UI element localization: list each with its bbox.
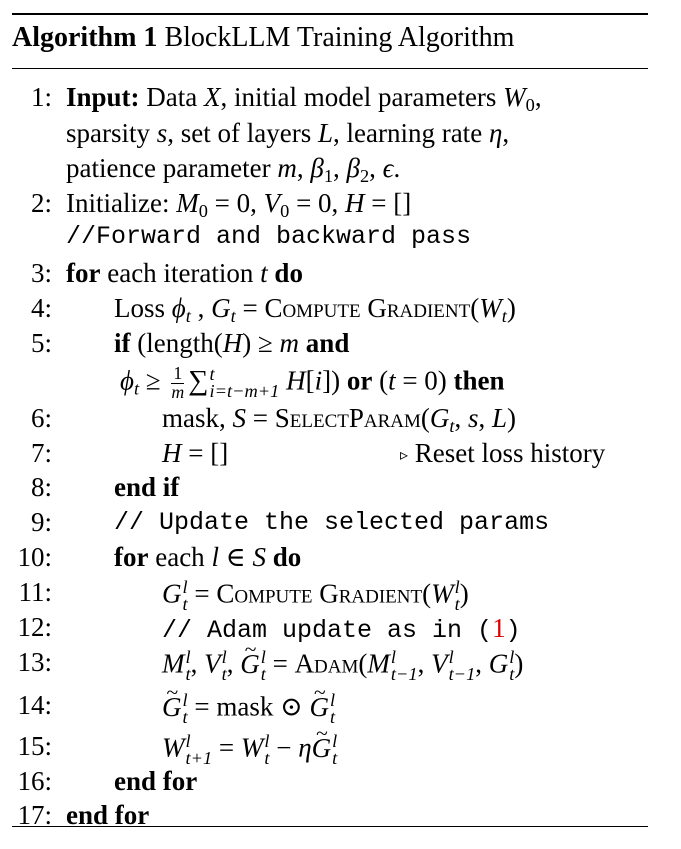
line-number: 12 : [12,612,52,643]
line-16: end for [114,766,198,796]
line-2: Initialize: $M_0 = 0$, $V_0 = 0$, H = [] [66,188,412,222]
caption-label: Algorithm 1 [12,22,158,53]
line-number: 8 : [12,472,52,503]
line-4: Loss $\phi_t$ , $G_t$ = Compute $Gradient(W_t)$ [114,293,516,327]
comment-forward-backward: //Forward and backward pass [66,222,472,251]
line-number: 4 : [12,293,52,324]
line-number: 15 : [12,731,52,762]
line-number: 11 : [12,577,52,608]
line-number: 2 : [12,188,52,219]
line-1-cont-1: sparsity s, set of layers L, learning rate η, [66,118,510,148]
line-number: 5 : [12,328,52,359]
line-15: W l t+1 = W l t − η~ G l t [162,733,337,768]
line-12-comment: // Adam update as in (1) [162,613,521,645]
line-17: end for [66,800,150,830]
line-number: 16 : [12,766,52,797]
line-1-cont-2: patience parameter m, $\beta_1$, $\beta_2$, ϵ. [66,153,401,187]
algorithm-box [12,10,648,828]
line-8: end if [114,472,180,502]
line-1: Input: Data X, initial model parameters $W_0$, [66,82,542,116]
line-7: H = [] [162,438,229,468]
bottom-rule [12,826,648,827]
line-number: 9 : [12,507,52,538]
equation-reference-link[interactable]: 1 [492,613,506,643]
line-13: M l t , V l t , ~ G l t = Adam(M l t−1 , V l t−1 , G l t ) [162,649,523,684]
algorithm-caption [12,22,514,54]
line-number: 10 : [12,542,52,573]
top-rule [12,13,648,15]
line-number: 1 : [12,82,52,113]
line-number: 14 : [12,690,52,721]
line-number: 17 : [12,800,52,831]
line-10: for each l ∈ S do [114,542,302,572]
line-number: 6 : [12,403,52,434]
line-14: ~ G l t = mask ⊙ ~ G l t [162,692,335,727]
line-number: 7 : [12,438,52,469]
caption-title: BlockLLM Training Algorithm [164,22,515,53]
line-5: if (length(H) ≥ m and [114,328,350,358]
line-3: for each iteration t do [66,258,303,288]
line-9-comment: // Update the selected params [114,508,550,537]
line-number: 3 : [12,258,52,289]
line-11: G l t = Compute Gradient(W l t ) [162,577,469,615]
line-7-comment: ▹ Reset loss history [400,438,606,468]
caption-rule [12,68,648,69]
line-6: mask, $S = SelectParam(G_t$, s, L) [162,403,517,437]
triangle-icon: ▹ [400,447,409,464]
line-number: 13 : [12,647,52,678]
line-5-cont: $\phi_t$ ≥ $\frac{1}{m}$ ∑ t i=t−m+1 H[i]) or (t = 0) then [120,363,505,402]
